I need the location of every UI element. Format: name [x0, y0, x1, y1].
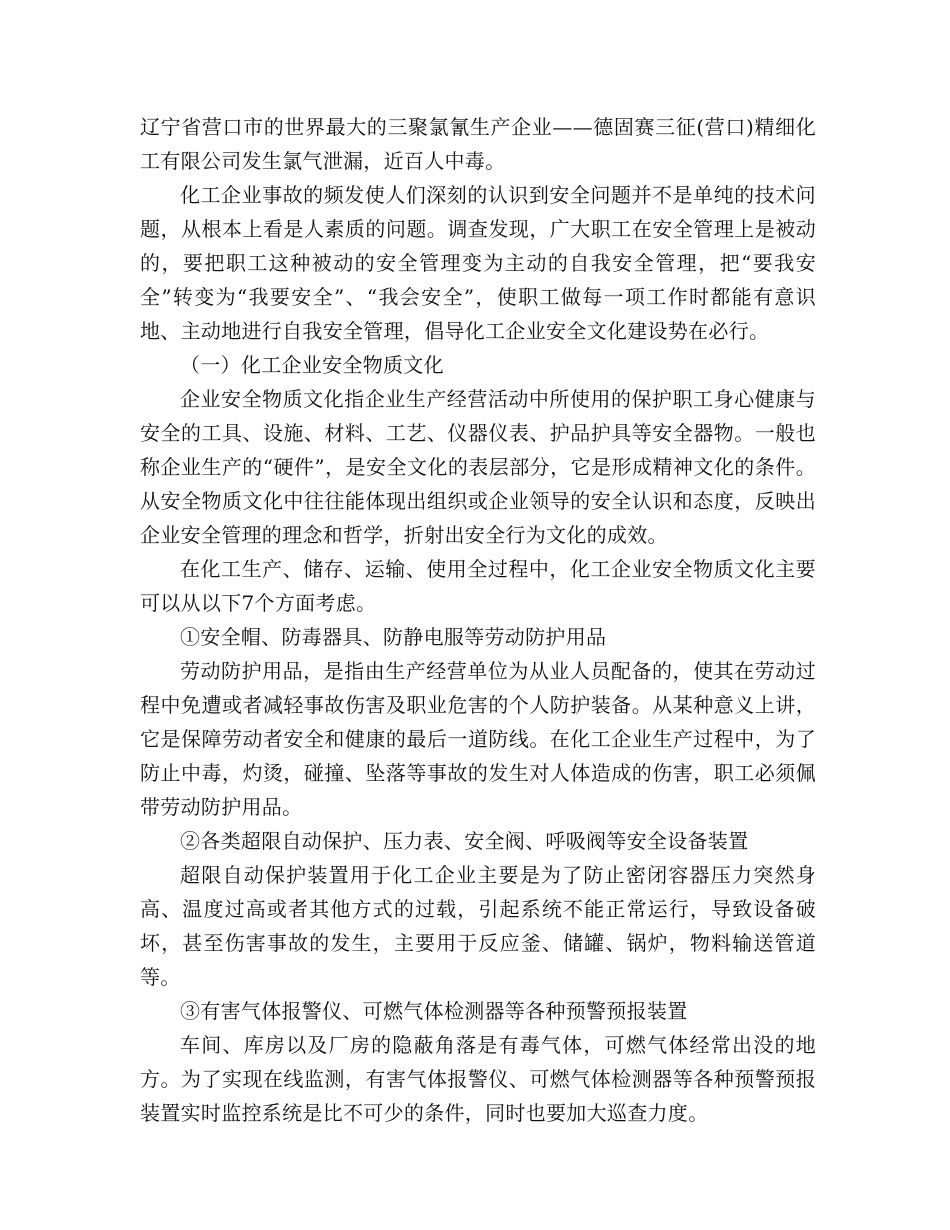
section-heading: （一）化工企业安全物质文化	[180, 353, 444, 377]
list-item-heading: ①安全帽、防毒器具、防静电服等劳动防护用品	[180, 625, 607, 649]
paragraph-body: 化工企业事故的频发使人们深刻的认识到安全问题并不是单纯的技术问题，从根本上看是人素质的问题。调查发现，广大职工在安全管理上是被动的，要把职工这种被动的安全管理变为主动的自我安全管理，把“要我安全”转变为“我要安全”、“我会安全”，使职工做每一项工作时都能有意识地、主动地进行自我安全管理，倡导化工企业安全文化建设势在必行。	[140, 183, 816, 343]
list-item-heading: ②各类超限自动保护、压力表、安全阀、呼吸阀等安全设备装置	[180, 829, 749, 853]
list-item-heading: ③有害气体报警仪、可燃气体检测器等各种预警预报装置	[180, 999, 688, 1023]
paragraph-body: 超限自动保护装置用于化工企业主要是为了防止密闭容器压力突然身高、温度过高或者其他方式的过载，引起系统不能正常运行，导致设备破坏，甚至伤害事故的发生，主要用于反应釜、储罐、锅炉，物料输送管道等。	[140, 863, 816, 989]
paragraph-body: 劳动防护用品，是指由生产经营单位为从业人员配备的，使其在劳动过程中免遭或者减轻事故伤害及职业危害的个人防护装备。从某种意义上讲，它是保障劳动者安全和健康的最后一道防线。在化工企业生产过程中，为了防止中毒，灼烫，碰撞、坠落等事故的发生对人体造成的伤害，职工必须佩带劳动防护用品。	[140, 659, 816, 819]
document-body	[140, 110, 816, 1130]
paragraph-continuation: 辽宁省营口市的世界最大的三聚氯氰生产企业——德固赛三征(营口)精细化工有限公司发生氯气泄漏，近百人中毒。	[140, 115, 816, 173]
paragraph-body: 企业安全物质文化指企业生产经营活动中所使用的保护职工身心健康与安全的工具、设施、材料、工艺、仪器仪表、护品护具等安全器物。一般也称企业生产的“硬件”，是安全文化的表层部分，它是形成精神文化的条件。从安全物质文化中往往能体现出组织或企业领导的安全认识和态度，反映出企业安全管理的理念和哲学，折射出安全行为文化的成效。	[140, 387, 816, 547]
paragraph-body: 在化工生产、储存、运输、使用全过程中，化工企业安全物质文化主要可以从以下7个方面考虑。	[140, 557, 816, 615]
paragraph-body: 车间、库房以及厂房的隐蔽角落是有毒气体，可燃气体经常出没的地方。为了实现在线监测，有害气体报警仪、可燃气体检测器等各种预警预报装置实时监控系统是比不可少的条件，同时也要加大巡查力度。	[140, 1033, 816, 1125]
